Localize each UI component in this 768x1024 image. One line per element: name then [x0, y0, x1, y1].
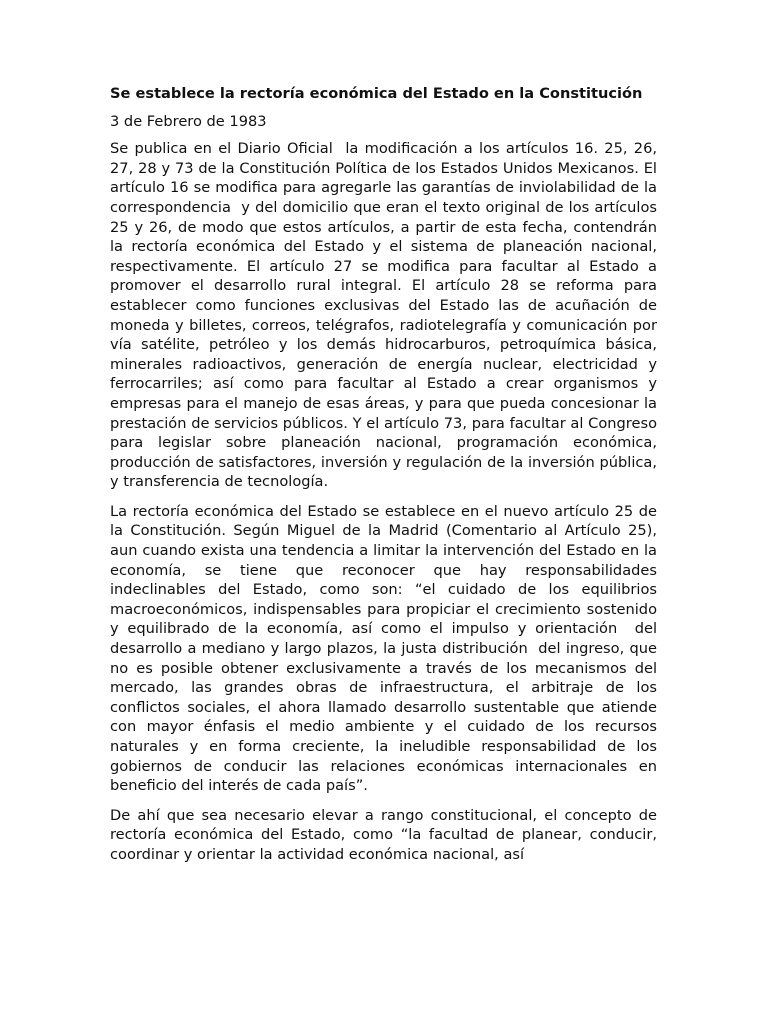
document-page [110, 84, 667, 875]
paragraph-3: De ahí que sea necesario elevar a rango constitucional, el concepto de rectoría económica del Estado, como “la facultad de planear, conducir, coordinar y orientar la actividad económica nacional, así [110, 806, 662, 863]
paragraph-2: La rectoría económica del Estado se establece en el nuevo artículo 25 de la Constitución. Según Miguel de la Madrid (Comentario al Artículo 25), aun cuando exista una tendencia a limitar la intervención del Estado en la economía, se tiene que reconocer que hay responsabilidades indeclinables del Estado, como son: “el cuidado de los equilibrios macroeconómicos, indispensables para propiciar el crecimiento sostenido y equilibrado de la economía, así como el impulso y orientación del desarrollo a mediano y largo plazos, la justa distribución del ingreso, que no es posible obtener exclusivamente a través de los mecanismos del mercado, las grandes obras de infraestructura, el arbitraje de los conflictos sociales, el ahora llamado desarrollo sustentable que atiende con mayor énfasis el medio ambiente y el cuidado de los recursos naturales y en forma creciente, la ineludible responsabilidad de los gobiernos de conducir las relaciones económicas internacionales en beneficio del interés de cada país”. [110, 502, 662, 795]
paragraph-1: Se publica en el Diario Oficial la modificación a los artículos 16. 25, 26, 27, 28 y 73 de la Constitución Política de los Estados Unidos Mexicanos. El artículo 16 se modifica para agregarle las garantías de inviolabilidad de la correspondencia y del domicilio que eran el texto original de los artículos 25 y 26, de modo que estos artículos, a partir de esta fecha, contendrán la rectoría económica del Estado y el sistema de planeación nacional, respectivamente. El artículo 27 se modifica para facultar al Estado a promover el desarrollo rural integral. El artículo 28 se reforma para establecer como funciones exclusivas del Estado las de acuñación de moneda y billetes, correos, telégrafos, radiotelegrafía y comunicación por vía satélite, petróleo y los demás hidrocarburos, petroquímica básica, minerales radioactivos, generación de energía nuclear, electricidad y ferrocarriles; así como para facultar al Estado a crear organismos y empresas para el manejo de esas áreas, y para que pueda concesionar la prestación de servicios públicos. Y el artículo 73, para facultar al Congreso para legislar sobre planeación nacional, programación económica, producción de satisfactores, inversión y regulación de la inversión pública, y transferencia de tecnología. [110, 140, 667, 491]
document-date: 3 de Febrero de 1983 [110, 112, 267, 130]
document-title: Se establece la rectoría económica del Estado en la Constitución [110, 85, 643, 102]
